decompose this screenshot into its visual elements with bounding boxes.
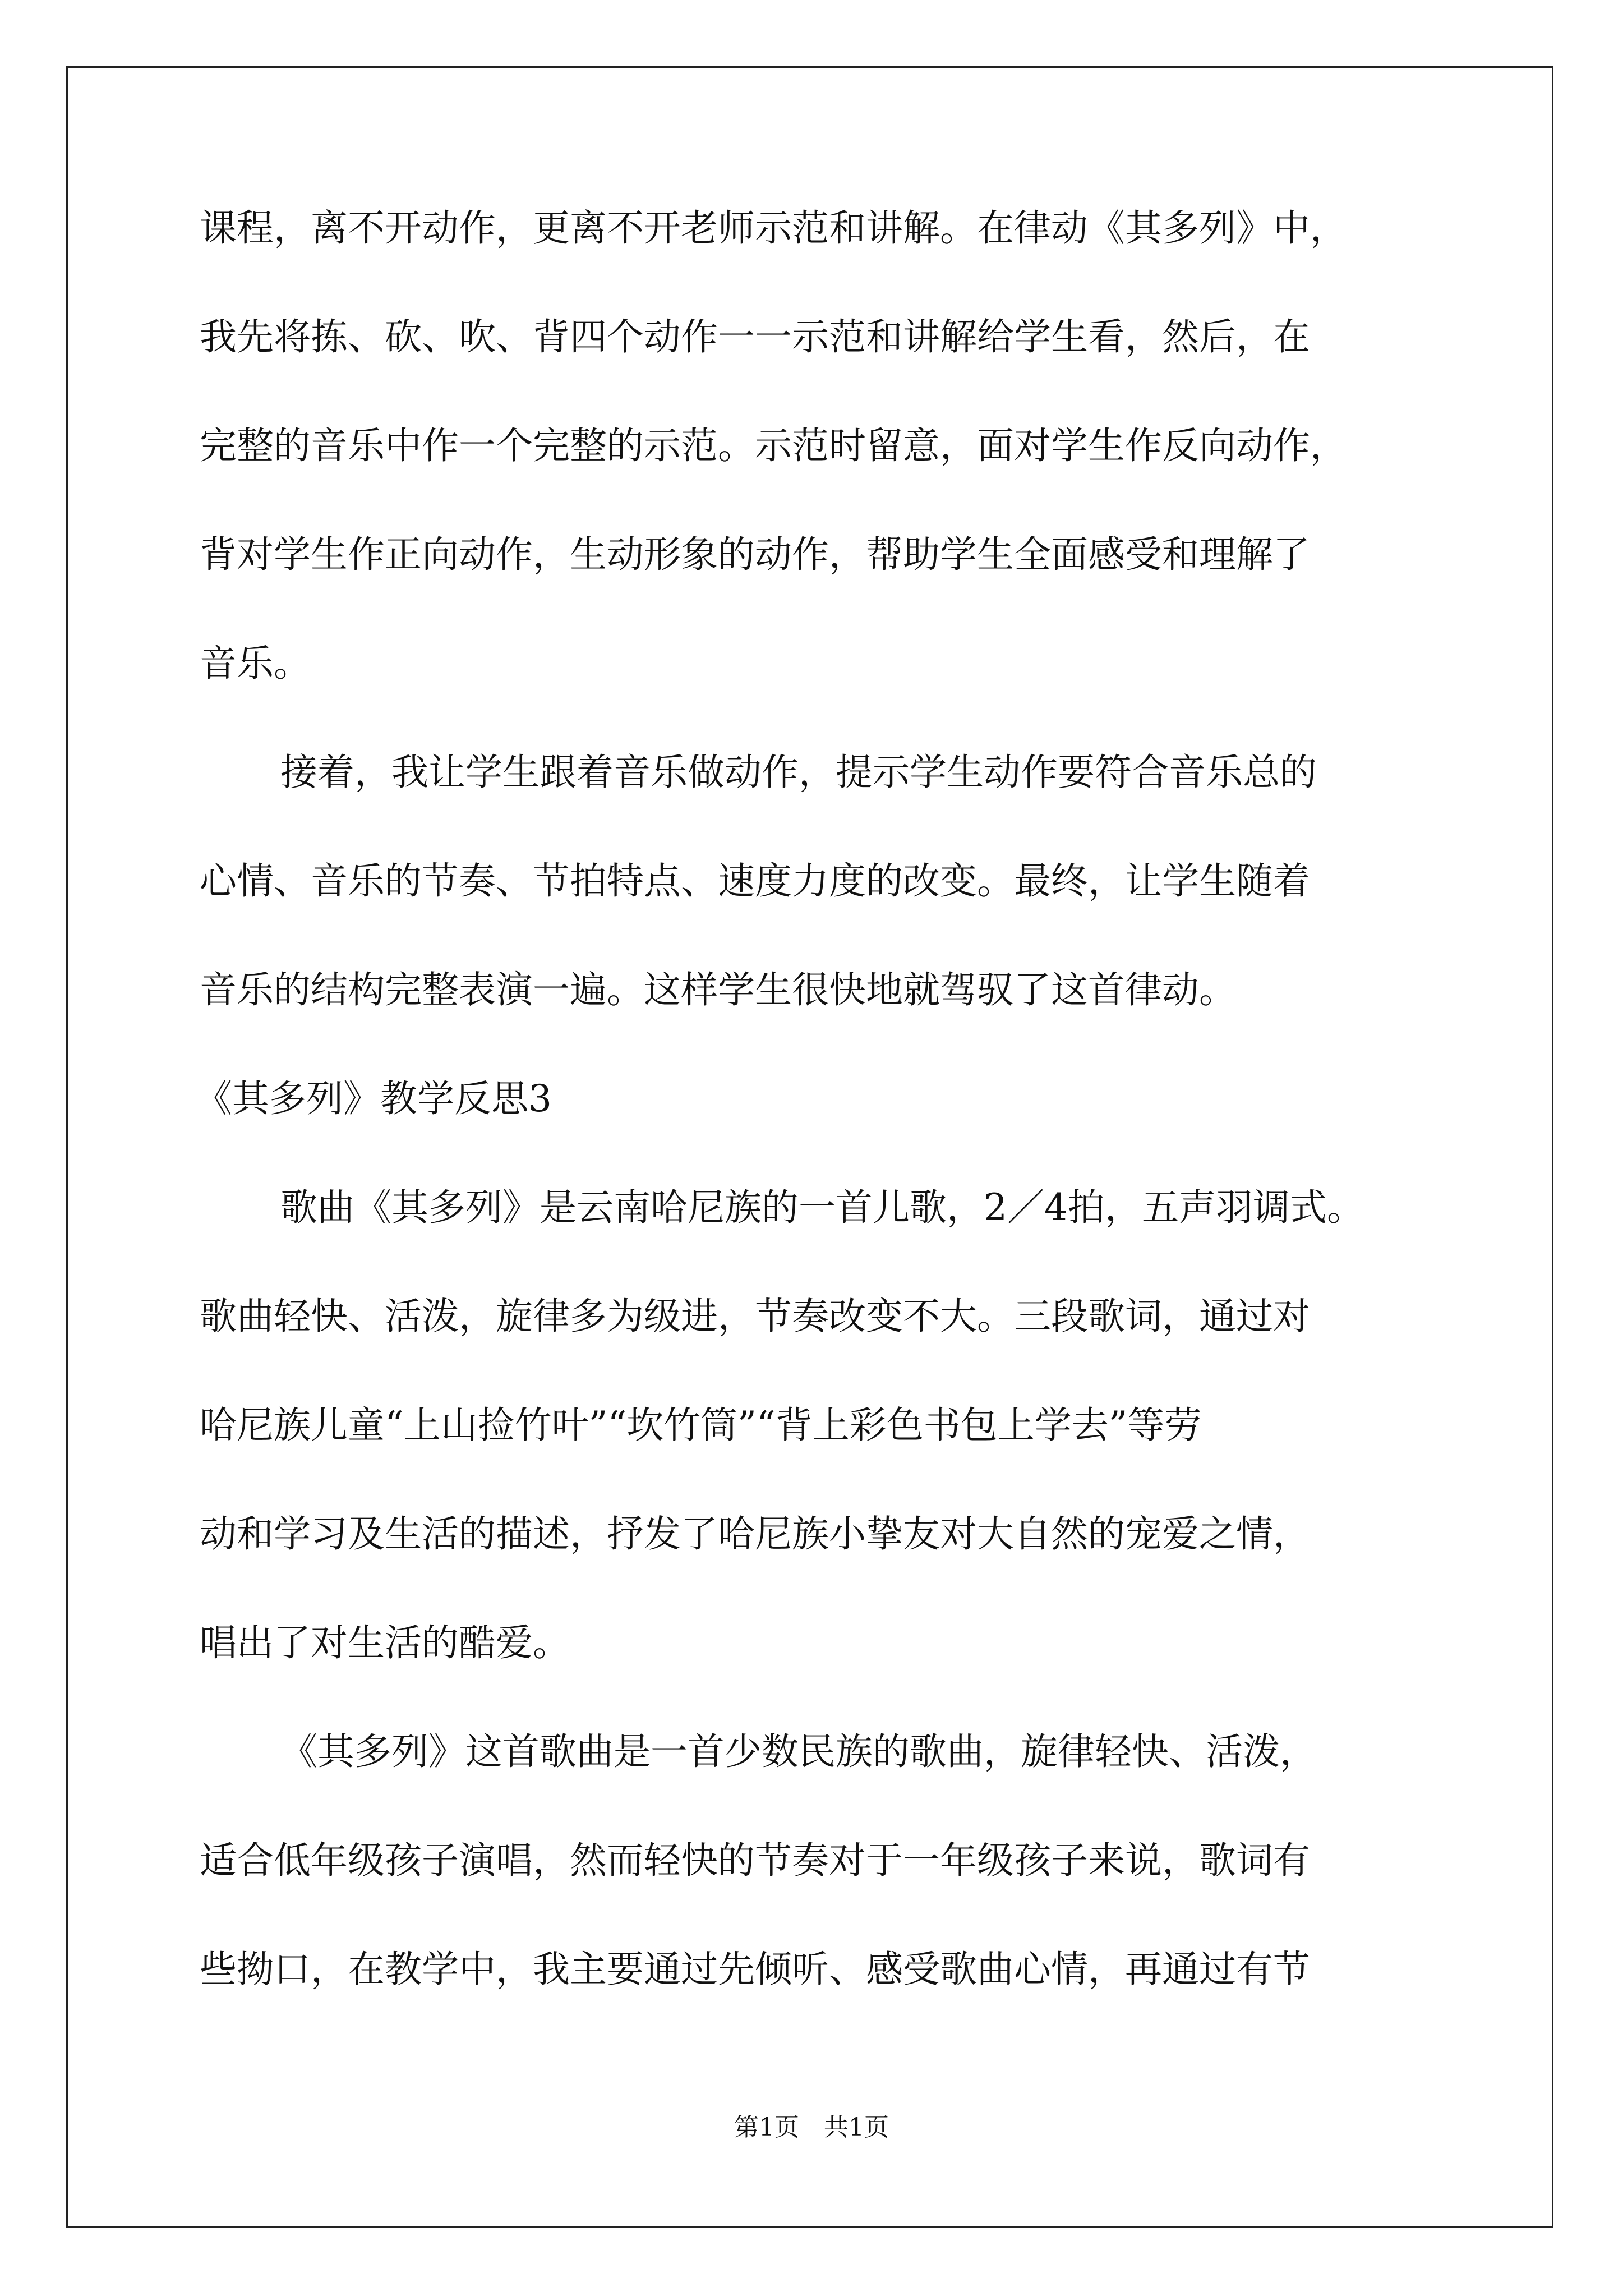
page-number-footer: 第1页 共1页: [734, 2113, 889, 2142]
text-line: 动和学习及生活的描述，抒发了哈尼族小挚友对大自然的宠爱之情，: [200, 1512, 1310, 1556]
text-line: 课程，离不开动作，更离不开老师示范和讲解。在律动《其多列》中，: [200, 206, 1347, 250]
paragraph-first-line: 接着，我让学生跟着音乐做动作，提示学生动作要符合音乐总的: [280, 751, 1317, 794]
text-line: 完整的音乐中作一个完整的示范。示范时留意，面对学生作反向动作，: [200, 424, 1347, 467]
text-line: 哈尼族儿童“上山捡竹叶”“坎竹筒”“背上彩色书包上学去”等劳: [200, 1404, 1202, 1447]
paragraph-first-line: 歌曲《其多列》是云南哈尼族的一首儿歌，2／4拍，五声羽调式。: [280, 1186, 1364, 1229]
text-line: 适合低年级孩子演唱，然而轻快的节奏对于一年级孩子来说，歌词有: [200, 1839, 1310, 1882]
text-line: 心情、音乐的节奏、节拍特点、速度力度的改变。最终，让学生随着: [200, 859, 1310, 903]
text-line: 音乐的结构完整表演一遍。这样学生很快地就驾驭了这首律动。: [200, 968, 1236, 1011]
text-line: 唱出了对生活的酷爱。: [200, 1621, 570, 1664]
text-line: 音乐。: [200, 642, 311, 685]
text-line: 背对学生作正向动作，生动形象的动作，帮助学生全面感受和理解了: [200, 533, 1310, 576]
page-border: [66, 66, 1553, 2228]
section-heading: 《其多列》教学反思3: [195, 1077, 552, 1120]
text-line: 我先将拣、砍、吹、背四个动作一一示范和讲解给学生看，然后，在: [200, 315, 1310, 358]
text-line: 歌曲轻快、活泼，旋律多为级进，节奏改变不大。三段歌词，通过对: [200, 1295, 1310, 1338]
paragraph-first-line: 《其多列》这首歌曲是一首少数民族的歌曲，旋律轻快、活泼，: [280, 1730, 1317, 1773]
text-line: 些拗口，在教学中，我主要通过先倾听、感受歌曲心情，再通过有节: [200, 1948, 1310, 1991]
